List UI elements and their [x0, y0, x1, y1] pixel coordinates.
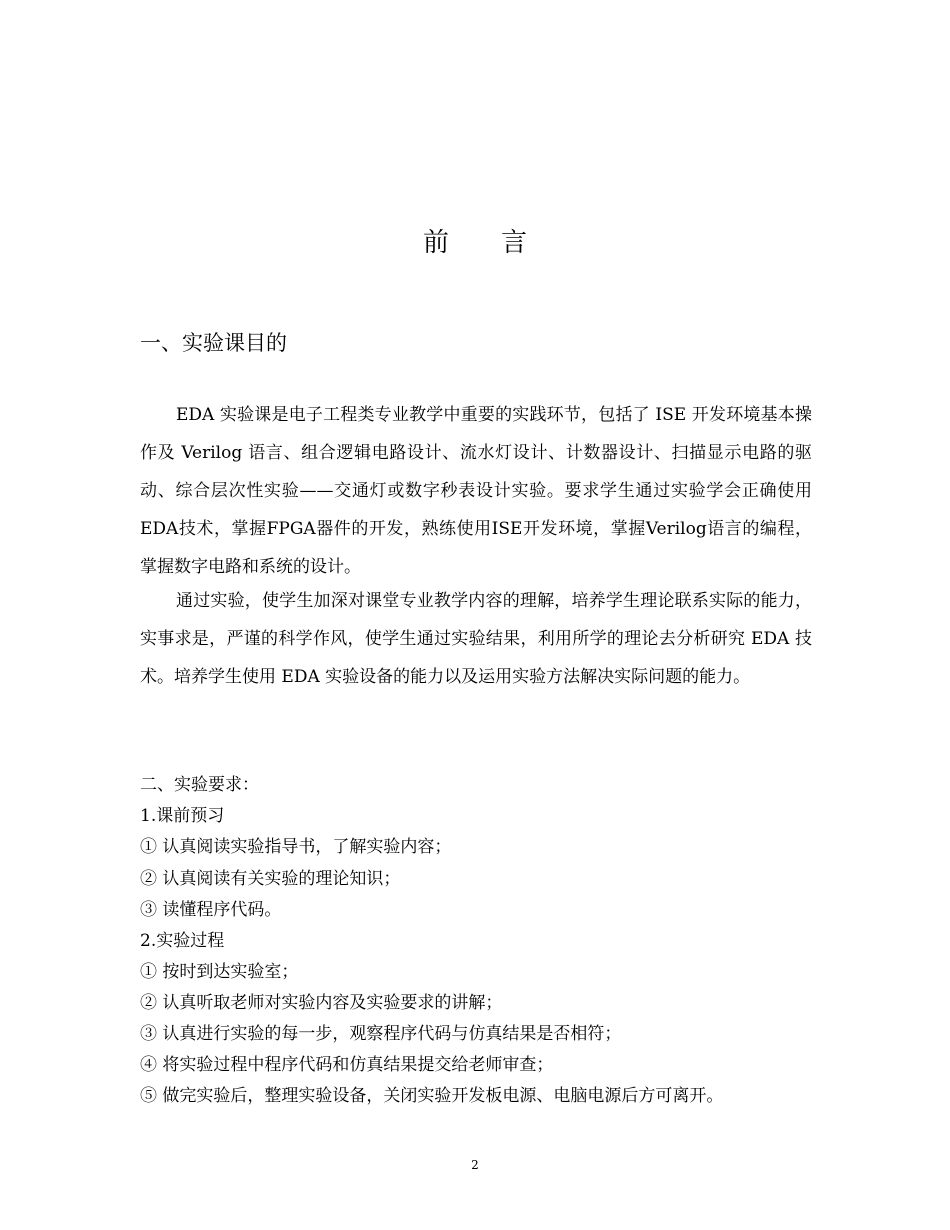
- title-char-1: 前: [422, 228, 449, 258]
- list-item: ① 按时到达实验室；: [140, 962, 299, 982]
- page-title: [0, 222, 950, 259]
- page-number: 2: [471, 1158, 479, 1172]
- subsection-heading-process: 2.实验过程: [140, 931, 225, 951]
- subsection-heading-preview: 1.课前预习: [140, 806, 225, 826]
- list-item: ③ 认真进行实验的每一步，观察程序代码与仿真结果是否相符；: [140, 1024, 622, 1044]
- paragraph-purpose-1: EDA 实验课是电子工程类专业教学中重要的实践环节，包括了 ISE 开发环境基本操作及 Verilog 语言、组合逻辑电路设计、流水灯设计、计数器设计、扫描显示电路的驱动、综合层次性实验——交通灯或数字秒表设计实验。要求学生通过实验学会正确使用EDA技术，掌握FPGA器件的开发，熟练使用ISE开发环境，掌握Verilog语言的编程，掌握数字电路和系统的设计。: [140, 405, 812, 577]
- list-item: ⑤ 做完实验后，整理实验设备，关闭实验开发板电源、电脑电源后方可离开。: [140, 1086, 724, 1106]
- section-heading-requirements: 二、实验要求：: [140, 775, 259, 795]
- list-item: ④ 将实验过程中程序代码和仿真结果提交给老师审查；: [140, 1055, 554, 1075]
- title-char-2: 言: [501, 228, 528, 258]
- list-item: ② 认真阅读有关实验的理论知识；: [140, 869, 401, 889]
- paragraph-purpose-2: 通过实验，使学生加深对课堂专业教学内容的理解，培养学生理论联系实际的能力，实事求是，严谨的科学作风，使学生通过实验结果，利用所学的理论去分析研究 EDA 技术。培养学生使用 EDA 实验设备的能力以及运用实验方法解决实际问题的能力。: [140, 591, 812, 687]
- list-item: ③ 读懂程序代码。: [140, 900, 282, 920]
- list-item: ① 认真阅读实验指导书，了解实验内容；: [140, 837, 452, 857]
- section-heading-purpose: 一、实验课目的: [140, 331, 287, 355]
- list-item: ② 认真听取老师对实验内容及实验要求的讲解；: [140, 993, 503, 1013]
